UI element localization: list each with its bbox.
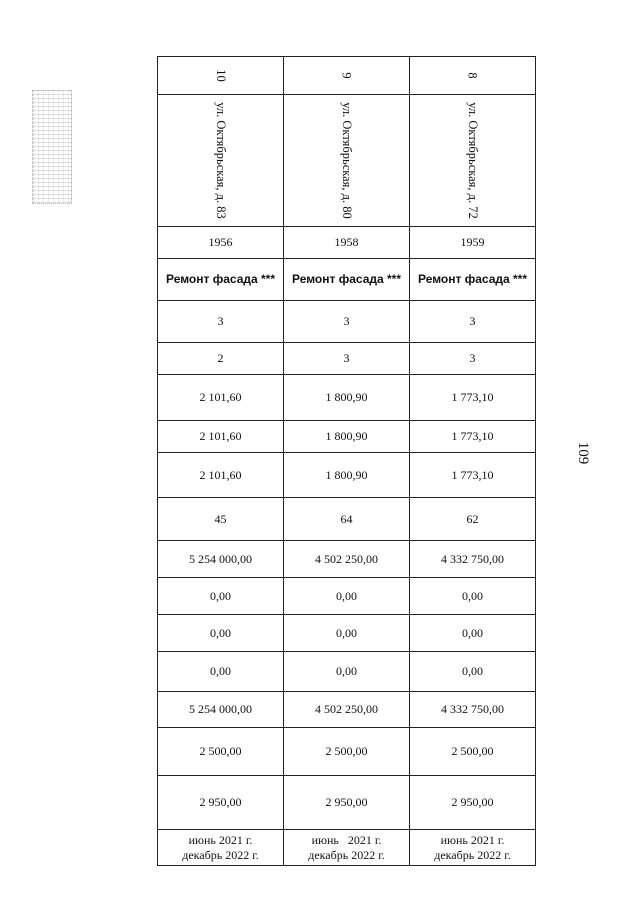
col1-floors: 3: [158, 301, 284, 343]
cell-address: [158, 95, 284, 227]
col2-unit-cost: 2 500,00: [284, 728, 410, 776]
col2-cost-4: 0,00: [284, 652, 410, 692]
col1-area-2: 2 101,60: [158, 421, 284, 453]
col3-period: [410, 830, 536, 866]
col2-year: 1958: [284, 227, 410, 259]
col3-entrances: 3: [410, 343, 536, 375]
col1-cost-total: 5 254 000,00: [158, 541, 284, 578]
row-area-3: [158, 453, 536, 498]
cell-index: [284, 57, 410, 95]
col1-cost-3: 0,00: [158, 615, 284, 652]
row-cost-3: [158, 615, 536, 652]
col3-cost-5: 4 332 750,00: [410, 692, 536, 728]
col2-residents: 64: [284, 498, 410, 541]
col3-cost-3: 0,00: [410, 615, 536, 652]
row-unit-cost: [158, 728, 536, 776]
page-number: 109: [575, 441, 591, 465]
row-total-area: [158, 375, 536, 421]
cell-index: [158, 57, 284, 95]
col1-unit-cost-max: 2 950,00: [158, 776, 284, 830]
col2-cost-2: 0,00: [284, 578, 410, 615]
cell-address: [410, 95, 536, 227]
col2-entrances: 3: [284, 343, 410, 375]
col1-address: ул. Октябрьская, д. 83: [213, 102, 228, 219]
col3-area-3: 1 773,10: [410, 453, 536, 498]
row-residents: [158, 498, 536, 541]
stamp-mark: [32, 90, 72, 204]
col3-work-type: Ремонт фасада ***: [410, 259, 536, 301]
housing-table: [157, 56, 536, 866]
row-area-2: [158, 421, 536, 453]
col3-residents: 62: [410, 498, 536, 541]
col2-period-end: декабрь 2022 г.: [308, 847, 385, 862]
col2-work-type: Ремонт фасада ***: [284, 259, 410, 301]
col3-cost-2: 0,00: [410, 578, 536, 615]
col3-index: 8: [466, 72, 480, 79]
col2-area-2: 1 800,90: [284, 421, 410, 453]
row-cost-2: [158, 578, 536, 615]
row-work-type: [158, 259, 536, 301]
col2-period-start: июнь 2021 г.: [311, 832, 382, 847]
cell-address: [284, 95, 410, 227]
col3-period-start: июнь 2021 г.: [440, 832, 505, 847]
col2-period: [284, 830, 410, 866]
col2-area-3: 1 800,90: [284, 453, 410, 498]
col1-period-end: декабрь 2022 г.: [182, 847, 259, 862]
col2-cost-total: 4 502 250,00: [284, 541, 410, 578]
col1-cost-2: 0,00: [158, 578, 284, 615]
row-unit-cost-max: [158, 776, 536, 830]
col1-total-area: 2 101,60: [158, 375, 284, 421]
col1-period-start: июнь 2021 г.: [188, 832, 253, 847]
row-cost-total: [158, 541, 536, 578]
col3-period-end: декабрь 2022 г.: [434, 847, 511, 862]
row-year: [158, 227, 536, 259]
col3-year: 1959: [410, 227, 536, 259]
col1-cost-4: 0,00: [158, 652, 284, 692]
col1-unit-cost: 2 500,00: [158, 728, 284, 776]
cell-index: [410, 57, 536, 95]
col3-cost-total: 4 332 750,00: [410, 541, 536, 578]
col2-unit-cost-max: 2 950,00: [284, 776, 410, 830]
col3-floors: 3: [410, 301, 536, 343]
col1-entrances: 2: [158, 343, 284, 375]
col2-index: 9: [340, 72, 354, 79]
row-index: [158, 57, 536, 95]
col3-total-area: 1 773,10: [410, 375, 536, 421]
col1-cost-5: 5 254 000,00: [158, 692, 284, 728]
col1-year: 1956: [158, 227, 284, 259]
row-period: [158, 830, 536, 866]
col2-address: ул. Октябрьская, д. 80: [339, 102, 354, 219]
col3-unit-cost: 2 500,00: [410, 728, 536, 776]
col3-cost-4: 0,00: [410, 652, 536, 692]
row-address: [158, 95, 536, 227]
col1-area-3: 2 101,60: [158, 453, 284, 498]
col2-cost-5: 4 502 250,00: [284, 692, 410, 728]
col3-area-2: 1 773,10: [410, 421, 536, 453]
col2-total-area: 1 800,90: [284, 375, 410, 421]
row-entrances: [158, 343, 536, 375]
col1-index: 10: [214, 69, 228, 82]
col3-unit-cost-max: 2 950,00: [410, 776, 536, 830]
col1-period: [158, 830, 284, 866]
col2-cost-3: 0,00: [284, 615, 410, 652]
col3-address: ул. Октябрьская, д. 72: [465, 102, 480, 219]
row-floors: [158, 301, 536, 343]
col1-residents: 45: [158, 498, 284, 541]
col1-work-type: Ремонт фасада ***: [158, 259, 284, 301]
row-cost-5: [158, 692, 536, 728]
col2-floors: 3: [284, 301, 410, 343]
row-cost-4: [158, 652, 536, 692]
